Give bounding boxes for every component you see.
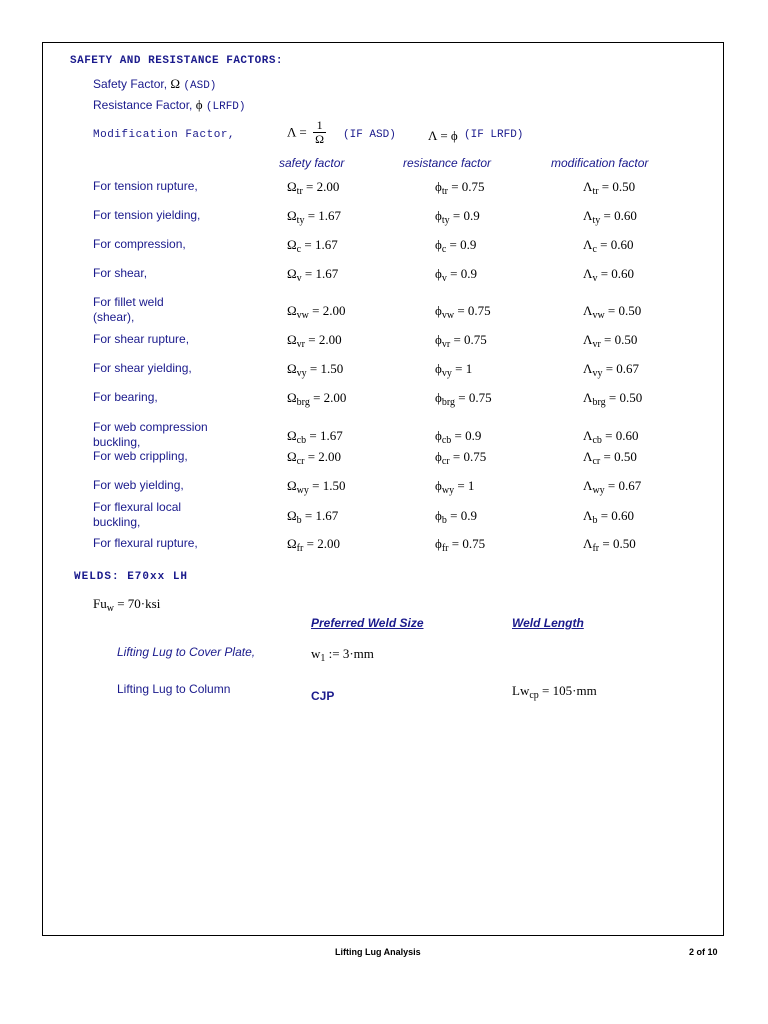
lambda-symbol: Λ [583,361,593,376]
omega-subscript: tr [296,186,303,197]
equals-sign: = [599,536,613,551]
omega-subscript: wy [296,485,309,496]
factor-row-label [93,536,198,551]
lambda-symbol: Λ [583,208,593,223]
phi-symbol: ϕ [435,478,442,493]
phi-subscript: cr [441,456,450,467]
mod-lhs: Λ = [287,124,307,140]
phi-subscript: b [441,515,447,526]
phi-subscript: cb [441,435,452,446]
phi-symbol: ϕ [435,449,442,464]
phi-symbol: ϕ [435,266,442,281]
factor-lambda-equation [583,508,634,524]
factor-row-label-line1: For tension yielding, [93,208,201,222]
lambda-symbol: Λ [583,266,593,281]
factor-lambda-equation [583,449,637,465]
phi-subscript: vw [441,310,455,321]
equals-sign: = [448,536,463,551]
omega-value: 1.50 [322,478,346,493]
factor-row-label-line1: For tension rupture, [93,179,198,193]
factor-lambda-equation [583,361,639,377]
factor-omega-equation [287,208,341,224]
phi-symbol: ϕ [435,332,442,347]
factor-row-label [93,478,184,493]
omega-symbol: Ω [287,508,297,523]
lambda-subscript: ty [592,215,601,226]
lambda-subscript: fr [592,543,600,554]
omega-symbol: Ω [287,390,297,405]
lambda-subscript: cb [592,435,602,446]
factor-row-label-line2: buckling, [93,435,141,449]
lambda-value: 0.67 [616,361,640,376]
factor-row-label-line1: For web crippling, [93,449,188,463]
equals-sign: = [454,478,468,493]
factor-lambda-equation [583,208,637,224]
section-title-welds: WELDS: E70xx LH [74,571,189,583]
phi-value: 0.75 [464,332,487,347]
phi-symbol: ϕ [435,536,442,551]
lwcp-value: = 105·mm [542,683,597,698]
mod-fraction [313,119,326,146]
factor-row-label [93,295,164,325]
lwcp-sub: cp [529,690,539,701]
lambda-value: 0.67 [618,478,642,493]
lambda-value: 0.60 [610,237,634,252]
lambda-symbol: Λ [583,303,593,318]
omega-symbol: Ω [287,449,297,464]
factor-lambda-equation [583,332,637,348]
equals-sign: = [301,508,316,523]
factor-omega-equation [287,390,346,406]
lambda-value: 0.50 [618,303,642,318]
phi-value: 0.75 [461,179,485,194]
omega-subscript: v [296,273,302,284]
lambda-value: 0.50 [612,536,636,551]
phi-value: 1 [465,361,473,376]
phi-subscript: v [441,273,447,284]
factor-phi-equation [435,179,485,195]
equals-sign: = [451,428,466,443]
w1-sub: 1 [320,653,326,664]
col-header-weld-size: Preferred Weld Size [311,616,424,630]
phi-value: 0.9 [463,208,480,223]
phi-subscript: wy [441,485,455,496]
equals-sign: = [301,237,315,252]
omega-subscript: fr [296,543,304,554]
mod-rhs: Λ = ϕ [428,128,458,143]
omega-subscript: vw [296,310,309,321]
phi-value: 1 [467,478,475,493]
omega-symbol: Ω [287,536,297,551]
equals-sign: = [303,536,318,551]
weld-row1-label: Lifting Lug to Cover Plate, [117,645,256,659]
fu-weld-equation [93,596,160,612]
phi-value: 0.75 [462,536,486,551]
lambda-subscript: brg [592,397,606,408]
omega-value: 2.00 [323,390,347,405]
phi-symbol: ϕ [435,179,442,194]
factor-omega-equation [287,266,338,282]
factor-phi-equation [435,208,480,224]
factor-omega-equation [287,332,342,348]
safety-factor-label: Safety Factor, [93,77,168,91]
factor-phi-equation [435,508,477,524]
equals-sign: = [306,361,321,376]
resistance-factor-label: Resistance Factor, [93,98,193,112]
col-header-modification: modification factor [551,156,649,170]
factor-phi-equation [435,266,477,282]
fu-sub: w [106,603,114,614]
fu-var: Fu [93,596,107,611]
lwcp-var: Lw [512,683,530,698]
factor-phi-equation [435,303,491,319]
equals-sign: = [446,508,461,523]
omega-symbol: Ω [287,179,297,194]
lambda-symbol: Λ [583,449,593,464]
equals-sign: = [600,332,615,347]
factor-lambda-equation [583,390,642,406]
lambda-subscript: vw [592,310,605,321]
factor-phi-equation [435,478,474,494]
phi-symbol: ϕ [435,303,442,318]
omega-symbol: Ω [287,361,297,376]
equals-sign: = [309,390,324,405]
mod-fraction-den: Ω [315,132,325,146]
omega-symbol: Ω [287,208,297,223]
phi-symbol: ϕ [435,508,442,523]
omega-symbol: Ω [287,428,297,443]
factor-lambda-equation [583,266,634,282]
omega-subscript: ty [296,215,305,226]
factor-lambda-equation [583,478,641,494]
equals-sign: = [597,266,612,281]
phi-subscript: vr [441,339,451,350]
phi-subscript: brg [441,397,455,408]
phi-subscript: ty [441,215,450,226]
factor-phi-equation [435,536,485,552]
lambda-symbol: Λ [583,179,593,194]
lambda-value: 0.50 [612,179,636,194]
phi-symbol: ϕ [435,361,442,376]
omega-subscript: cb [296,435,307,446]
omega-subscript: c [296,244,302,255]
omega-symbol: Ω [287,478,297,493]
factor-row-label-line1: For flexural local [93,500,182,514]
lambda-value: 0.50 [619,390,643,405]
equals-sign: = [446,266,461,281]
phi-symbol: ϕ [435,428,442,443]
omega-value: 1.67 [319,428,343,443]
factor-row-label-line1: For shear, [93,266,148,280]
omega-subscript: brg [296,397,310,408]
factor-lambda-equation [583,303,641,319]
lambda-value: 0.60 [614,208,637,223]
omega-symbol: Ω [287,303,297,318]
lambda-symbol: Λ [583,428,593,443]
omega-value: 1.67 [315,508,339,523]
factor-lambda-equation [583,428,638,444]
lambda-subscript: tr [592,186,599,197]
phi-subscript: vy [441,368,452,379]
lambda-symbol: Λ [583,536,593,551]
factor-row-label-line1: For shear yielding, [93,361,192,375]
lambda-subscript: wy [592,485,605,496]
factor-omega-equation [287,361,343,377]
lambda-symbol: Λ [583,332,593,347]
equals-sign: = [308,303,323,318]
factor-lambda-equation [583,179,635,195]
factor-row-label [93,266,147,281]
lrfd-note: (LRFD) [205,101,246,113]
omega-symbol: Ω [170,76,181,91]
equals-sign: = [598,179,613,194]
factor-omega-equation [287,536,340,552]
lambda-symbol: Λ [583,390,593,405]
lambda-value: 0.50 [614,332,638,347]
weld-row1-size [311,646,374,662]
equals-sign: = [449,449,464,464]
factor-row-label [93,332,189,347]
w1-value: := 3·mm [328,646,374,661]
modification-formula-asd [287,119,328,146]
equals-sign: = [447,179,462,194]
factor-row-label-line1: For web yielding, [93,478,184,492]
omega-symbol: Ω [287,332,297,347]
omega-value: 2.00 [318,332,342,347]
lambda-subscript: vy [592,368,603,379]
lambda-symbol: Λ [583,237,593,252]
factor-row-label [93,449,188,464]
weld-row2-size: CJP [311,689,335,703]
phi-subscript: c [441,244,447,255]
col-header-weld-length: Weld Length [512,616,584,630]
factor-row-label-line1: For compression, [93,237,186,251]
factor-phi-equation [435,237,476,253]
phi-symbol: ϕ [435,237,442,252]
equals-sign: = [304,208,319,223]
omega-value: 2.00 [318,449,342,464]
factor-row-label-line1: For shear rupture, [93,332,190,346]
equals-sign: = [605,390,620,405]
modification-factor-label: Modification Factor, [93,129,236,141]
factor-row-label [93,179,198,194]
factor-lambda-equation [583,536,636,552]
equals-sign: = [602,361,617,376]
factor-row-label [93,420,208,450]
equals-sign: = [308,478,323,493]
lambda-value: 0.60 [611,508,635,523]
w1-var: w [311,646,321,661]
omega-value: 2.00 [316,179,340,194]
equals-sign: = [454,303,468,318]
fu-value: = 70·ksi [117,596,161,611]
col-header-safety: safety factor [279,156,345,170]
omega-value: 1.67 [314,237,338,252]
omega-subscript: cr [296,456,305,467]
equals-sign: = [596,237,611,252]
factor-omega-equation [287,508,338,524]
equals-sign: = [449,208,464,223]
phi-symbol: ϕ [435,208,442,223]
factor-phi-equation [435,361,472,377]
equals-sign: = [604,478,619,493]
equals-sign: = [302,179,317,194]
phi-subscript: tr [441,186,448,197]
col-header-resistance: resistance factor [403,156,492,170]
omega-value: 1.67 [315,266,339,281]
section-title-safety: SAFETY AND RESISTANCE FACTORS: [70,55,284,67]
omega-value: 1.67 [318,208,342,223]
factor-row-label-line1: For fillet weld [93,295,164,309]
equals-sign: = [446,237,461,252]
equals-sign: = [304,449,319,464]
lambda-subscript: cr [592,456,601,467]
equals-sign: = [451,361,466,376]
phi-symbol: ϕ [195,97,203,112]
factor-omega-equation [287,449,341,465]
lambda-value: 0.60 [615,428,639,443]
phi-value: 0.9 [460,508,477,523]
equals-sign: = [604,303,619,318]
phi-value: 0.9 [465,428,482,443]
lambda-symbol: Λ [583,508,593,523]
factor-row-label [93,361,192,376]
phi-value: 0.75 [463,449,487,464]
equals-sign: = [306,428,320,443]
factor-row-label-line1: For bearing, [93,390,158,404]
phi-value: 0.9 [460,237,477,252]
factor-omega-equation [287,478,346,494]
safety-factor-line [93,76,216,92]
mod-if-lrfd: (IF LRFD) [464,129,524,141]
equals-sign: = [601,428,616,443]
footer-page-number: 2 of 10 [689,947,718,957]
equals-sign: = [305,332,319,347]
omega-symbol: Ω [287,266,297,281]
equals-sign: = [600,208,615,223]
omega-value: 2.00 [317,536,340,551]
omega-subscript: vy [296,368,307,379]
equals-sign: = [600,449,615,464]
omega-subscript: b [296,515,302,526]
omega-value: 2.00 [322,303,346,318]
equals-sign: = [597,508,612,523]
factor-phi-equation [435,428,481,444]
factor-omega-equation [287,428,343,444]
lambda-value: 0.50 [614,449,637,464]
mod-if-asd: (IF ASD) [343,129,396,141]
mod-fraction-num: 1 [316,118,323,132]
lambda-subscript: vr [592,339,601,350]
factor-phi-equation [435,332,487,348]
factor-phi-equation [435,390,492,406]
factor-row-label-line2: (shear), [93,310,135,324]
lambda-subscript: c [592,244,597,255]
phi-value: 0.9 [460,266,477,281]
equals-sign: = [450,332,465,347]
factor-row-label-line1: For flexural rupture, [93,536,198,550]
factor-lambda-equation [583,237,633,253]
factor-row-label [93,500,181,530]
factor-row-label [93,237,186,252]
factor-omega-equation [287,179,339,195]
factor-phi-equation [435,449,486,465]
phi-value: 0.75 [467,303,491,318]
factor-omega-equation [287,237,338,253]
phi-subscript: fr [441,543,449,554]
weld-row2-label: Lifting Lug to Column [117,682,231,696]
factor-omega-equation [287,303,346,319]
asd-note: (ASD) [183,80,217,92]
phi-value: 0.75 [468,390,492,405]
phi-symbol: ϕ [435,390,442,405]
factor-row-label-line1: For web compression [93,420,208,434]
factor-row-label [93,390,158,405]
lambda-value: 0.60 [611,266,635,281]
factor-row-label-line2: buckling, [93,515,141,529]
omega-symbol: Ω [287,237,297,252]
footer-title: Lifting Lug Analysis [335,947,421,957]
omega-value: 1.50 [320,361,344,376]
equals-sign: = [301,266,316,281]
lambda-subscript: v [592,273,598,284]
weld-row2-length [512,683,597,699]
factor-row-label [93,208,200,223]
lambda-subscript: b [592,515,598,526]
equals-sign: = [455,390,469,405]
omega-subscript: vr [296,339,306,350]
lambda-symbol: Λ [583,478,593,493]
resistance-factor-line [93,97,246,113]
